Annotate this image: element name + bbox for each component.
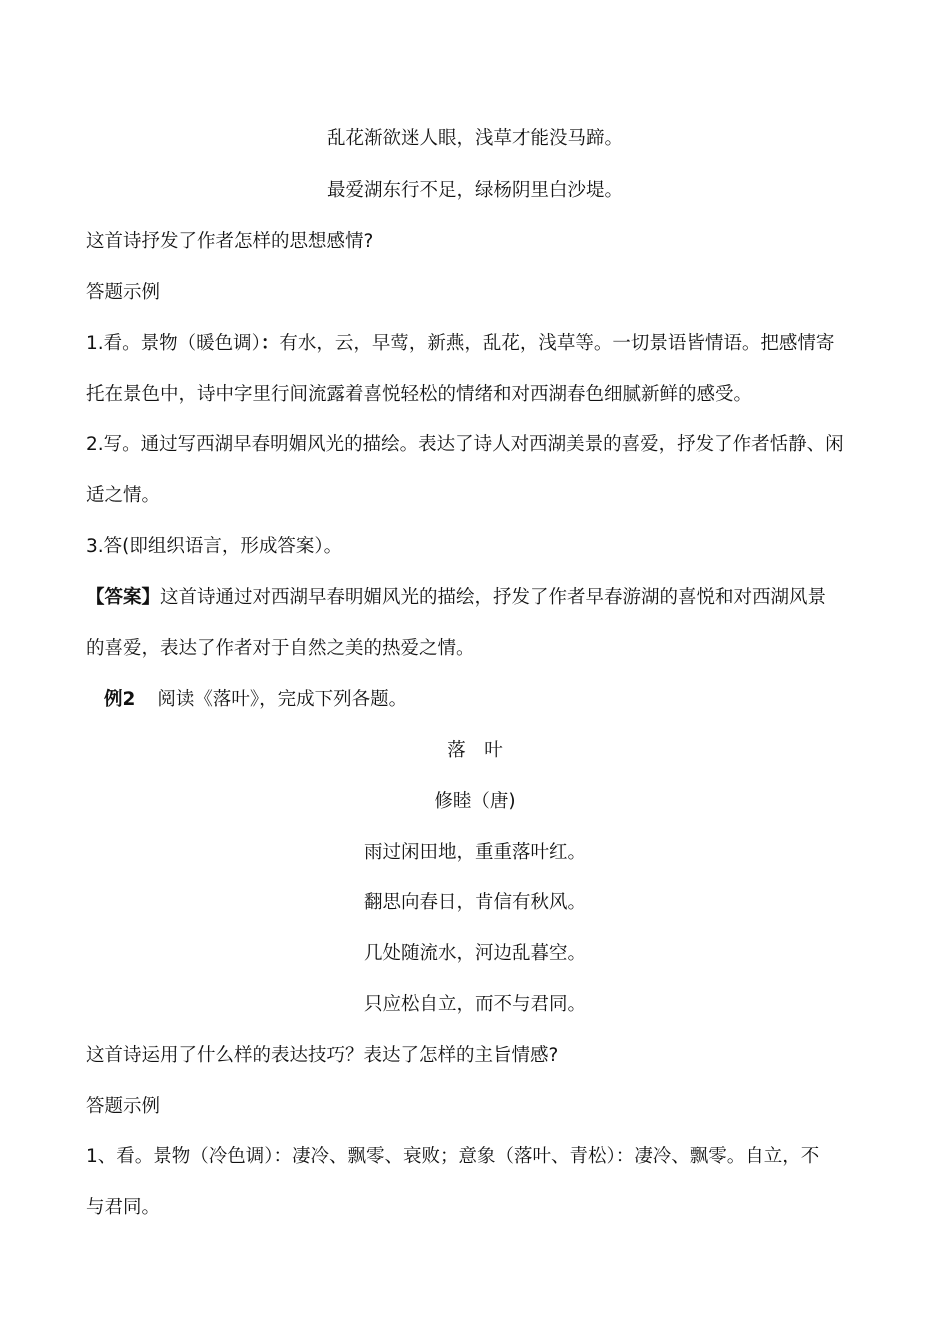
answer-text-1: 这首诗通过对西湖早春明媚风光的描绘，抒发了作者早春游湖的喜悦和对西湖风景 [160,587,827,608]
example-heading-1: 答题示例 [86,282,161,303]
step-1-line-2: 托在景色中，诗中字里行间流露着喜悦轻松的情绪和对西湖春色细腻新鲜的感受。 [86,384,753,405]
poem2-author: 修睦（唐) [434,791,516,812]
question-1: 这首诗抒发了作者怎样的思想感情? [86,231,374,252]
answer-line-1 [86,585,826,611]
step-4-line-1: 1、看。景物（冷色调）：凄冷、飘零、衰败；意象（落叶、青松）：凄冷、飘零。自立，不 [86,1146,820,1167]
step-1-text: 有水，云，早莺，新燕，乱花，浅草等。一切景语皆情语。把感情寄 [279,333,835,354]
answer-line-2: 的喜爱，表达了作者对于自然之美的热爱之情。 [86,638,475,659]
poem2-title: 落 叶 [447,740,503,761]
step-3: 3.答(即组织语言，形成答案）。 [86,536,343,557]
poem2-line-1: 雨过闲田地，重重落叶红。 [363,842,586,863]
poem2-line-4: 只应松自立，而不与君同。 [363,994,586,1015]
example-2-label: 例2 [104,689,136,710]
poem2-line-3: 几处随流水，河边乱暮空。 [363,943,586,964]
step-4-line-2: 与君同。 [86,1197,161,1218]
poem2-line-2: 翻思向春日，肯信有秋风。 [363,892,586,913]
poem1-line-1: 乱花渐欲迷人眼，浅草才能没马蹄。 [326,128,623,149]
step-1-colon: ： [260,333,280,354]
step-2-line-2: 适之情。 [86,485,161,506]
question-2: 这首诗运用了什么样的表达技巧？表达了怎样的主旨情感? [86,1045,559,1066]
answer-label: 【答案】 [86,587,161,608]
step-2-line-1: 2.写。通过写西湖早春明媚风光的描绘。表达了诗人对西湖美景的喜爱，抒发了作者恬静、闲 [86,434,844,455]
poem1-line-2: 最爱湖东行不足，绿杨阴里白沙堤。 [326,180,623,201]
example-heading-2: 答题示例 [86,1096,161,1117]
example-2-text: 阅读《落叶》，完成下列各题。 [157,689,408,710]
step-1-prefix: 1.看。景物（暖色调） [86,333,261,354]
example-2-line [104,687,407,713]
step-1-line-1 [86,331,834,357]
